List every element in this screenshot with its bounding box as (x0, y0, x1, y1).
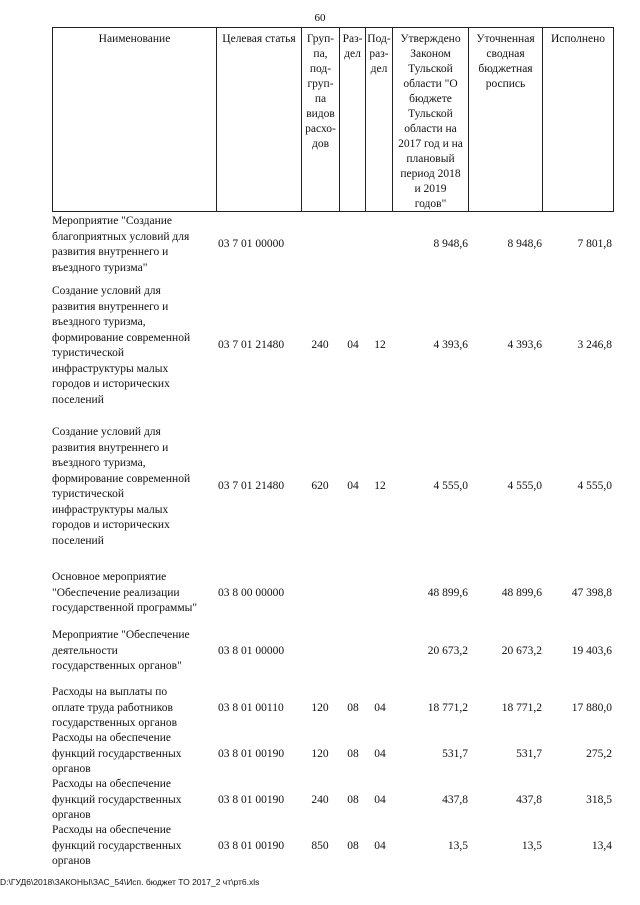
page-number: 60 (314, 12, 326, 24)
row-executed: 318,5 (586, 793, 612, 806)
file-path-footer: D:\ГУД6\2018\ЗАКОНЫ\ЗАС_54\Исп. бюджет ТО 2017_2 чт\рт6.xls (0, 877, 260, 887)
row-name: Создание условий для развития внутреннего и въездного туризма, формирование современной туристической инфраструктуры малых городов и исторических поселений (52, 285, 191, 406)
row-approved: 437,8 (442, 793, 468, 806)
row-name: Основное мероприятие "Обеспечение реализации государственной программы" (52, 571, 198, 614)
header-name: Наименование (53, 28, 217, 211)
row-executed: 4 555,0 (577, 480, 612, 493)
row-refined: 8 948,6 (507, 238, 542, 251)
row-code: 03 7 01 21480 (218, 339, 285, 352)
row-section: 08 (347, 747, 359, 760)
row-group (302, 628, 338, 675)
row-code: 03 8 01 00190 (218, 839, 285, 852)
row-refined: 4 393,6 (507, 339, 542, 352)
row-code: 03 8 01 00190 (218, 793, 285, 806)
table-row (0, 628, 640, 675)
row-executed: 3 246,8 (577, 339, 612, 352)
row-subsection: 04 (374, 839, 386, 852)
table-row (0, 284, 640, 408)
row-code: 03 7 01 00000 (218, 238, 285, 251)
table-header (52, 27, 614, 212)
row-executed: 47 398,8 (571, 586, 612, 599)
row-refined: 48 899,6 (501, 586, 542, 599)
table-row (0, 777, 640, 824)
header-approved: Утверждено Законом Тульской области "О бюджете Тульской области на 2017 год и на плановый период 2018 и 2019 годов" (393, 28, 469, 211)
row-group: 120 (311, 747, 329, 760)
header-expense-group: Груп- па, под- груп- па видов расхо- дов (302, 28, 340, 211)
table-row (0, 214, 640, 276)
row-name: Расходы на выплаты по оплате труда работников государственных органов (52, 686, 178, 729)
row-executed: 19 403,6 (571, 644, 612, 657)
row-subsection: 12 (374, 480, 386, 493)
row-refined: 18 771,2 (501, 701, 542, 714)
table-row (0, 425, 640, 549)
row-section (341, 628, 365, 675)
row-name: Расходы на обеспечение функций государственных органов (52, 778, 182, 821)
row-code: 03 8 01 00190 (218, 747, 285, 760)
row-group: 850 (311, 839, 329, 852)
row-executed: 17 880,0 (571, 701, 612, 714)
row-subsection: 12 (374, 339, 386, 352)
row-refined: 531,7 (516, 747, 542, 760)
row-subsection (367, 214, 393, 276)
table-row (0, 685, 640, 732)
header-target-article: Целевая статья (217, 28, 302, 211)
row-approved: 8 948,6 (433, 238, 468, 251)
row-section: 08 (347, 793, 359, 806)
row-code: 03 8 00 00000 (218, 586, 285, 599)
row-group (302, 570, 338, 617)
row-section: 08 (347, 701, 359, 714)
row-name: Мероприятие "Обеспечение деятельности государственных органов" (52, 629, 190, 672)
row-section (341, 570, 365, 617)
row-section: 08 (347, 839, 359, 852)
row-group: 240 (311, 793, 329, 806)
row-approved: 13,5 (447, 839, 468, 852)
header-refined: Уточненная сводная бюджетная роспись (469, 28, 543, 211)
row-executed: 275,2 (586, 747, 612, 760)
row-refined: 20 673,2 (501, 644, 542, 657)
header-subsection: Под- раз- дел (366, 28, 393, 211)
table-row (0, 570, 640, 617)
row-approved: 48 899,6 (427, 586, 468, 599)
row-code: 03 7 01 21480 (218, 480, 285, 493)
header-section: Раз- дел (340, 28, 366, 211)
row-refined: 4 555,0 (507, 480, 542, 493)
row-section: 04 (347, 480, 359, 493)
table-row (0, 823, 640, 870)
row-approved: 20 673,2 (427, 644, 468, 657)
row-code: 03 8 01 00110 (218, 701, 284, 714)
row-subsection: 04 (374, 747, 386, 760)
header-executed: Исполнено (550, 33, 606, 45)
row-subsection (367, 570, 393, 617)
row-approved: 4 393,6 (433, 339, 468, 352)
table-row (0, 731, 640, 778)
row-approved: 531,7 (442, 747, 468, 760)
row-group: 240 (311, 339, 329, 352)
row-executed: 13,4 (591, 839, 612, 852)
row-approved: 4 555,0 (433, 480, 468, 493)
row-subsection: 04 (374, 701, 386, 714)
row-subsection: 04 (374, 793, 386, 806)
row-group: 120 (311, 701, 329, 714)
row-executed: 7 801,8 (577, 238, 612, 251)
row-group: 620 (311, 480, 329, 493)
row-group (302, 214, 338, 276)
row-name: Расходы на обеспечение функций государственных органов (52, 824, 182, 867)
row-name: Создание условий для развития внутреннего и въездного туризма, формирование современной туристической инфраструктуры малых городов и исторических поселений (52, 426, 191, 547)
row-approved: 18 771,2 (427, 701, 468, 714)
row-name: Расходы на обеспечение функций государственных органов (52, 732, 182, 775)
row-refined: 13,5 (521, 839, 542, 852)
row-code: 03 8 01 00000 (218, 644, 285, 657)
row-subsection (367, 628, 393, 675)
row-name: Мероприятие "Создание благоприятных условий для развития внутреннего и въездного туризма" (52, 215, 190, 274)
row-refined: 437,8 (516, 793, 542, 806)
row-section (341, 214, 365, 276)
row-section: 04 (347, 339, 359, 352)
